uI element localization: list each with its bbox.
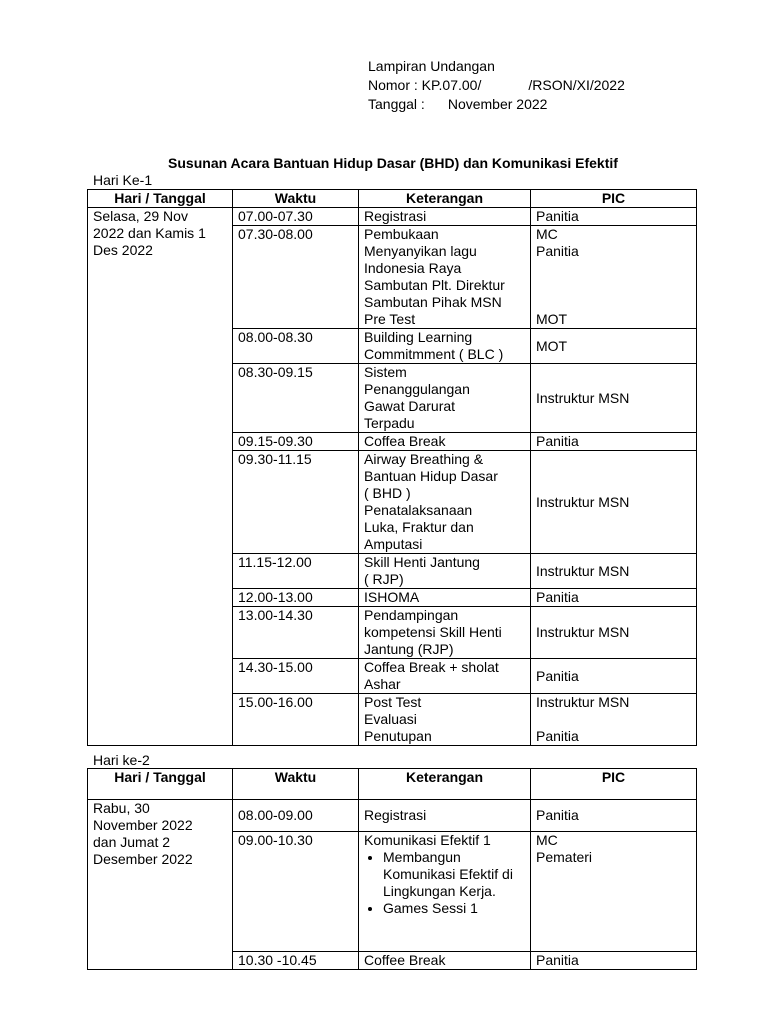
time-cell: 09.00-10.30 bbox=[233, 832, 359, 952]
keterangan-cell bbox=[359, 800, 531, 832]
pic-cell: Instruktur MSN bbox=[531, 554, 697, 589]
pic-line: Instruktur MSN bbox=[536, 694, 630, 710]
keterangan-line: Pendampingan bbox=[364, 607, 459, 623]
pic-cell: Panitia bbox=[531, 659, 697, 694]
table-header-row bbox=[88, 190, 697, 208]
pic-line: Panitia bbox=[536, 243, 579, 259]
keterangan-line: kompetensi Skill Henti bbox=[364, 624, 502, 640]
date-line: 2022 dan Kamis 1 bbox=[93, 225, 206, 241]
pic-line: Panitia bbox=[536, 728, 579, 744]
table-row bbox=[88, 800, 697, 832]
bullet-list bbox=[364, 849, 525, 917]
date-line: November 2022 bbox=[93, 817, 193, 833]
keterangan-line: Luka, Fraktur dan bbox=[364, 519, 474, 535]
keterangan-cell bbox=[359, 329, 531, 364]
col-waktu-header: Waktu bbox=[233, 769, 359, 800]
time-cell: 15.00-16.00 bbox=[233, 694, 359, 746]
pic-cell bbox=[531, 832, 697, 952]
pic-cell: MOT bbox=[531, 329, 697, 364]
time-cell: 08.00-08.30 bbox=[233, 329, 359, 364]
pic-cell: Panitia bbox=[531, 952, 697, 970]
col-pic-header: PIC bbox=[531, 190, 697, 208]
keterangan-line: Sistem bbox=[364, 364, 407, 380]
keterangan-cell bbox=[359, 607, 531, 659]
date-line: Des 2022 bbox=[93, 242, 153, 258]
time-cell: 10.30 -10.45 bbox=[233, 952, 359, 970]
keterangan-cell bbox=[359, 832, 531, 952]
col-waktu-header: Waktu bbox=[233, 190, 359, 208]
keterangan-line: Pre Test bbox=[364, 311, 416, 327]
keterangan-line: Indonesia Raya bbox=[364, 260, 462, 276]
keterangan-line: Evaluasi bbox=[364, 711, 417, 727]
tanggal-value: November 2022 bbox=[447, 96, 548, 112]
nomor-suffix: /RSON/XI/2022 bbox=[528, 77, 625, 93]
keterangan-cell bbox=[359, 451, 531, 554]
time-cell: 11.15-12.00 bbox=[233, 554, 359, 589]
pic-cell: Instruktur MSN bbox=[531, 451, 697, 554]
document-title: Susunan Acara Bantuan Hidup Dasar (BHD) dan Komunikasi Efektif bbox=[168, 155, 618, 171]
keterangan-line: Post Test bbox=[364, 694, 422, 710]
keterangan-cell bbox=[359, 208, 531, 226]
keterangan-line: Sambutan Plt. Direktur bbox=[364, 277, 505, 293]
keterangan-line: Coffea Break bbox=[364, 433, 446, 449]
keterangan-line: Bantuan Hidup Dasar bbox=[364, 468, 498, 484]
keterangan-line: Airway Breathing & bbox=[364, 451, 484, 467]
keterangan-cell bbox=[359, 433, 531, 451]
keterangan-line: Penatalaksanaan bbox=[364, 502, 473, 518]
keterangan-line: Coffea Break + sholat bbox=[364, 659, 499, 675]
table-row bbox=[88, 208, 697, 226]
pic-cell bbox=[531, 226, 697, 329]
keterangan-line: Komunikasi Efektif 1 bbox=[364, 832, 491, 848]
pic-line: Pemateri bbox=[536, 849, 593, 865]
day1-schedule-table bbox=[87, 189, 697, 746]
keterangan-cell bbox=[359, 659, 531, 694]
keterangan-line: Pembukaan bbox=[364, 226, 439, 242]
date-line: Desember 2022 bbox=[93, 851, 193, 867]
col-hari-header: Hari / Tanggal bbox=[88, 190, 233, 208]
keterangan-line: Skill Henti Jantung bbox=[364, 554, 480, 570]
time-cell: 13.00-14.30 bbox=[233, 607, 359, 659]
keterangan-cell bbox=[359, 226, 531, 329]
keterangan-line: Terpadu bbox=[364, 415, 415, 431]
pic-cell: Panitia bbox=[531, 208, 697, 226]
time-cell: 14.30-15.00 bbox=[233, 659, 359, 694]
date-line: Rabu, 30 bbox=[93, 800, 150, 816]
day2-date-cell bbox=[88, 800, 233, 970]
keterangan-line: ISHOMA bbox=[364, 589, 420, 605]
nomor-line bbox=[368, 77, 625, 96]
table-header-row bbox=[88, 769, 697, 800]
pic-cell: Panitia bbox=[531, 589, 697, 607]
col-hari-header: Hari / Tanggal bbox=[88, 769, 233, 800]
col-keterangan-header: Keterangan bbox=[359, 190, 531, 208]
time-cell: 07.30-08.00 bbox=[233, 226, 359, 329]
day1-label: Hari Ke-1 bbox=[93, 172, 153, 188]
pic-cell: Panitia bbox=[531, 433, 697, 451]
tanggal-line bbox=[368, 96, 625, 115]
keterangan-line: ( BHD ) bbox=[364, 485, 411, 501]
list-item: • Membangun Komunikasi Efektif di Lingkungan Kerja. bbox=[383, 849, 525, 900]
date-line: Selasa, 29 Nov bbox=[93, 208, 188, 224]
col-keterangan-header: Keterangan bbox=[359, 769, 531, 800]
keterangan-line: Building Learning bbox=[364, 329, 473, 345]
time-cell: 12.00-13.00 bbox=[233, 589, 359, 607]
keterangan-cell bbox=[359, 589, 531, 607]
pic-cell: Instruktur MSN bbox=[531, 364, 697, 433]
time-cell: 09.30-11.15 bbox=[233, 451, 359, 554]
keterangan-line: Menyanyikan lagu bbox=[364, 243, 477, 259]
time-cell: 08.30-09.15 bbox=[233, 364, 359, 433]
keterangan-line: Ashar bbox=[364, 676, 401, 692]
keterangan-line: Sambutan Pihak MSN bbox=[364, 294, 502, 310]
tanggal-label: Tanggal : bbox=[368, 96, 425, 112]
pic-cell: Instruktur MSN bbox=[531, 607, 697, 659]
keterangan-cell bbox=[359, 694, 531, 746]
keterangan-cell bbox=[359, 364, 531, 433]
list-item: • Games Sessi 1 bbox=[383, 900, 525, 917]
keterangan-line: Amputasi bbox=[364, 536, 423, 552]
keterangan-cell bbox=[359, 554, 531, 589]
pic-line: MC bbox=[536, 832, 558, 848]
date-line: dan Jumat 2 bbox=[93, 834, 171, 850]
keterangan-line: Penutupan bbox=[364, 728, 432, 744]
keterangan-line: Penanggulangan bbox=[364, 381, 470, 397]
keterangan-line: Gawat Darurat bbox=[364, 398, 456, 414]
header-block bbox=[368, 58, 625, 115]
day2-schedule-table bbox=[87, 768, 697, 970]
day1-date-cell bbox=[88, 208, 233, 746]
keterangan-line: ( RJP) bbox=[364, 571, 404, 587]
keterangan-line: Registrasi bbox=[364, 208, 427, 224]
col-pic-header: PIC bbox=[531, 769, 697, 800]
time-cell: 09.15-09.30 bbox=[233, 433, 359, 451]
keterangan-line: Coffee Break bbox=[364, 952, 446, 968]
pic-cell bbox=[531, 694, 697, 746]
keterangan-line: Registrasi bbox=[364, 807, 427, 823]
keterangan-line: Jantung (RJP) bbox=[364, 641, 454, 657]
pic-line: MC bbox=[536, 226, 558, 242]
lampiran-line: Lampiran Undangan bbox=[368, 58, 495, 74]
nomor-label: Nomor : KP.07.00/ bbox=[368, 77, 482, 93]
pic-cell: Panitia bbox=[531, 800, 697, 832]
keterangan-line: Commitmment ( BLC ) bbox=[364, 346, 504, 362]
time-cell: 08.00-09.00 bbox=[233, 800, 359, 832]
keterangan-cell bbox=[359, 952, 531, 970]
pic-line: MOT bbox=[536, 311, 568, 327]
time-cell: 07.00-07.30 bbox=[233, 208, 359, 226]
day2-label: Hari ke-2 bbox=[93, 752, 150, 768]
